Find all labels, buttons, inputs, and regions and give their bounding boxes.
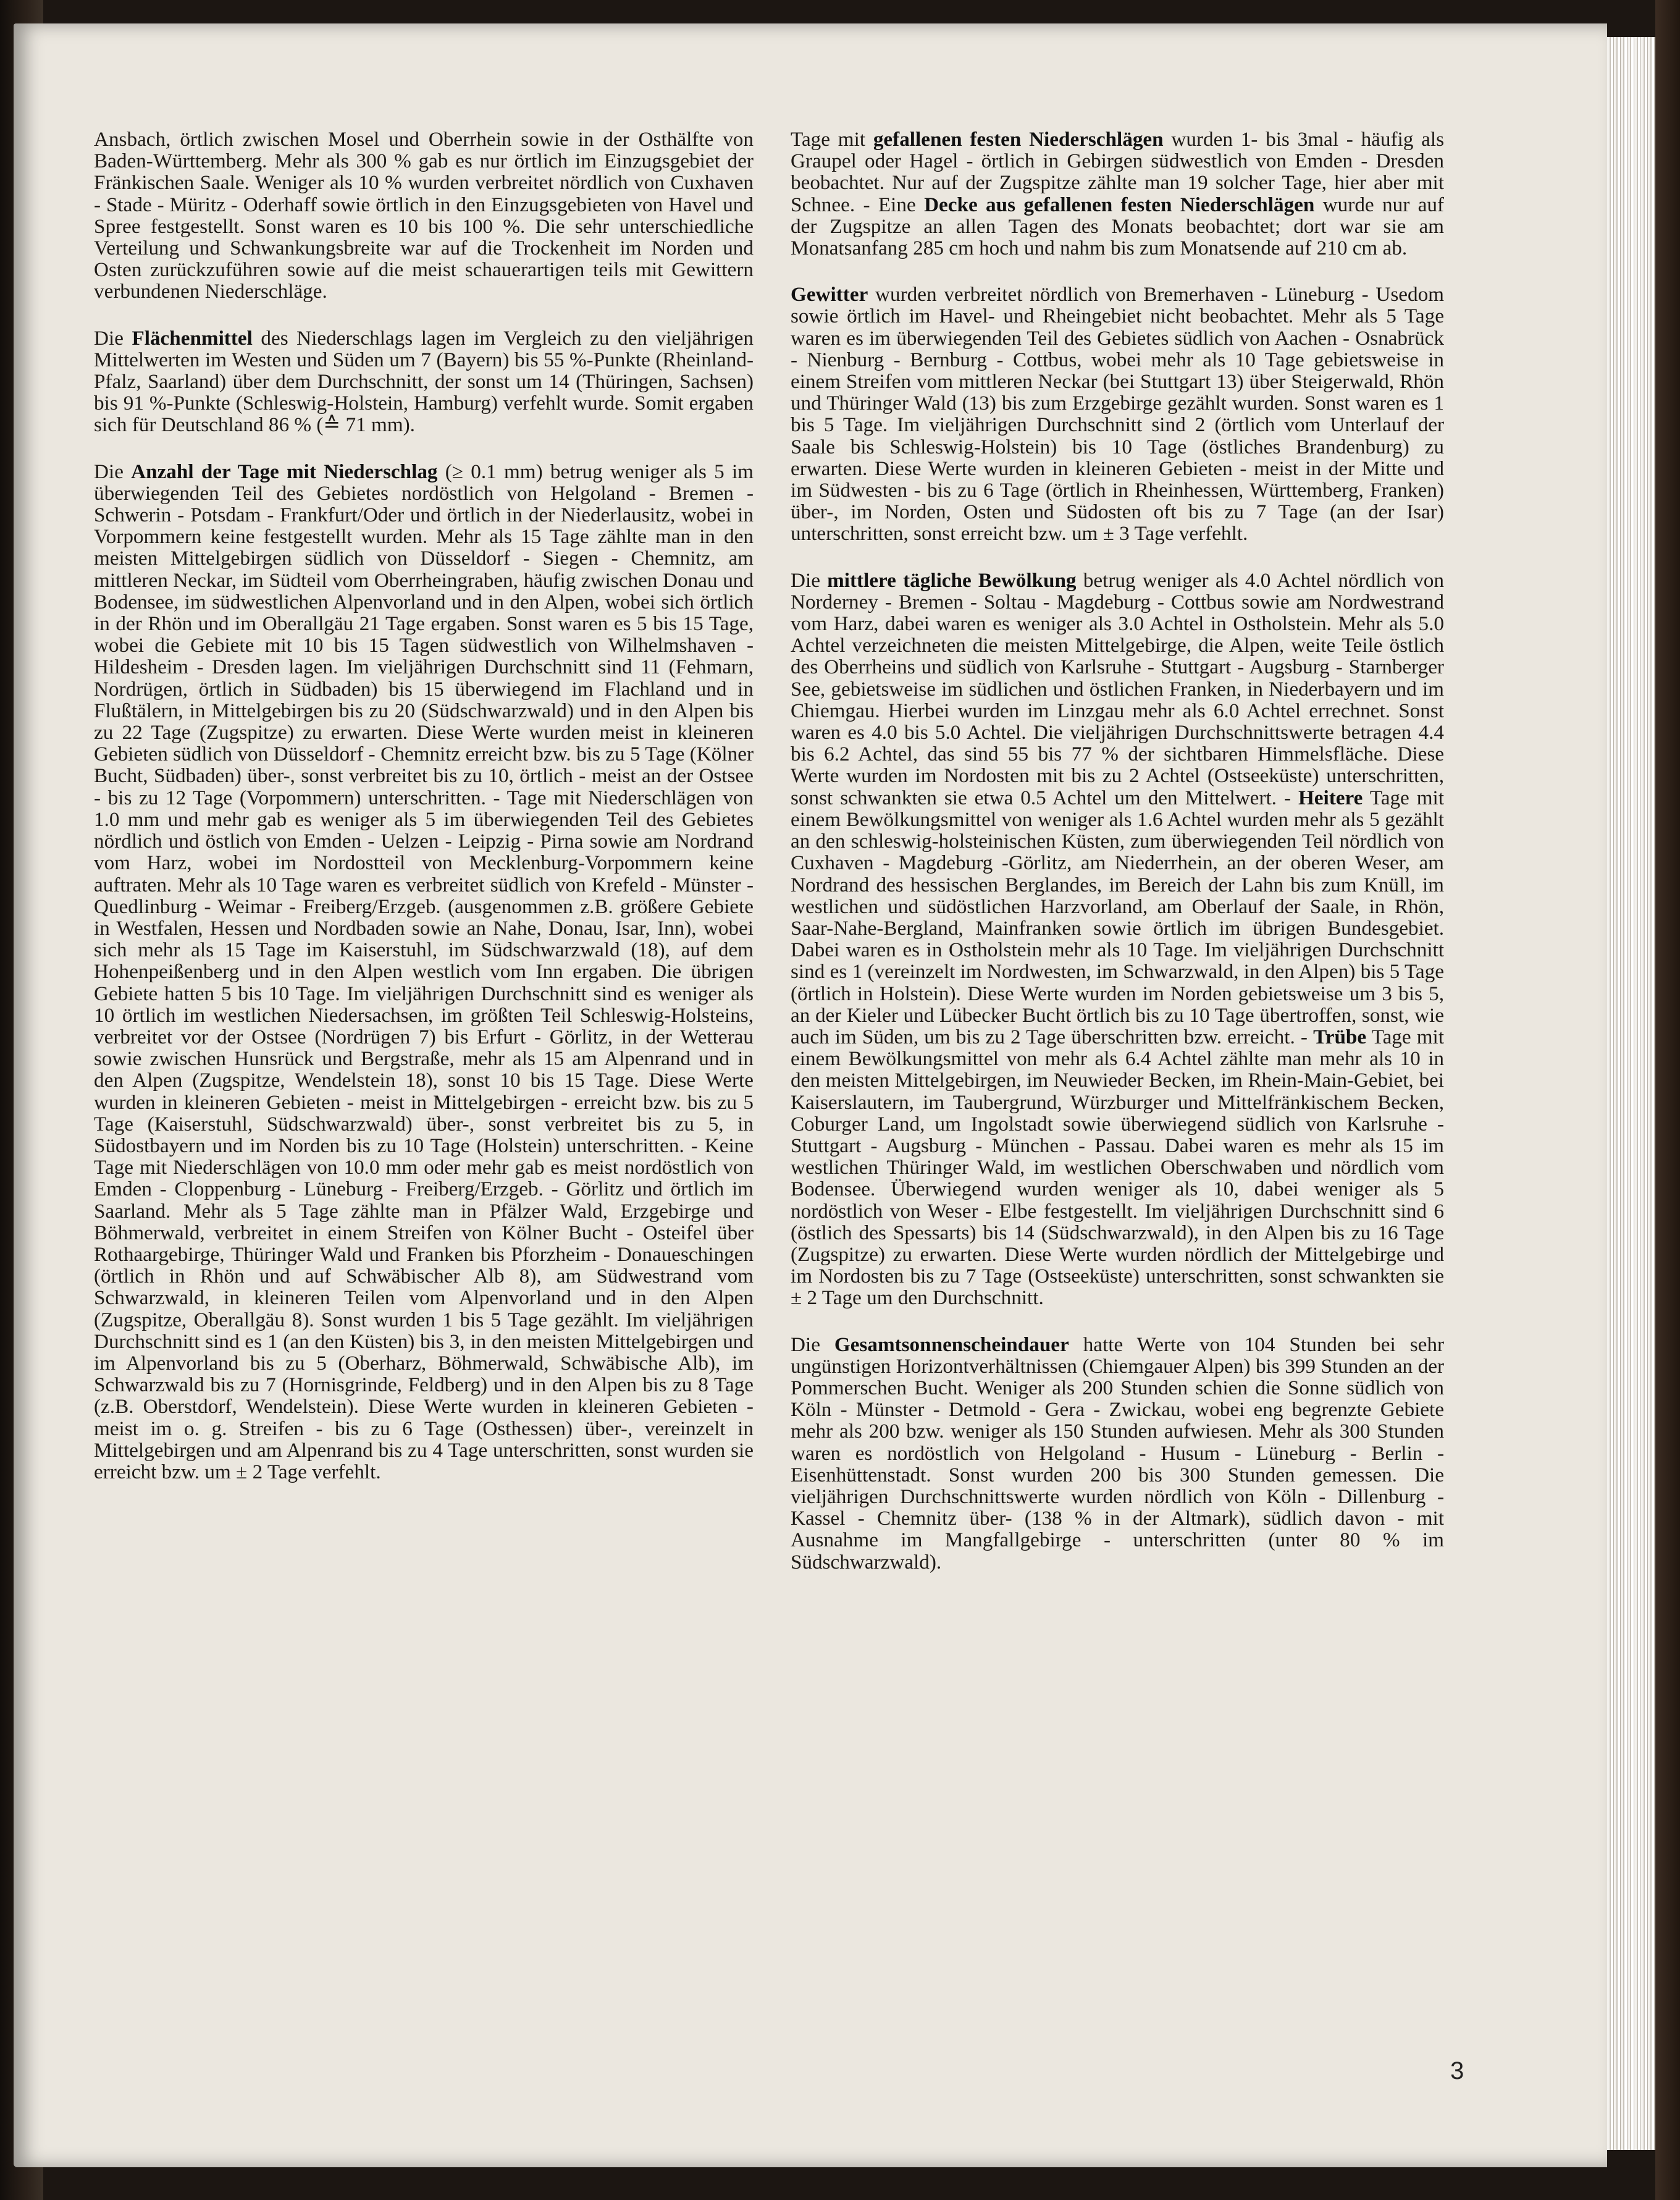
paragraph-sunshine: Die Gesamtsonnenscheindauer hatte Werte von 104 Stunden bei sehr ungünstigen Horizontverhältnissen (Chiemgauer Alpen) bis 399 Stunden an der Pommerschen Bucht. Weniger als 200 Stunden schien die Sonne südlich von Köln - Münster - Detmold - Gera - Zwickau, wobei eng begrenzte Gebiete mehr als 200 bzw. weniger als 150 Stunden aufwiesen. Mehr als 300 Stunden waren es nordöstlich von Helgoland - Husum - Lüneburg - Berlin - Eisenhüttenstadt. Sonst wurden 200 bis 300 Stunden gemessen. Die vieljährigen Durchschnittswerte wurden nördlich von Köln - Dillenburg - Kassel - Chemnitz über- (138 % in der Altmark), südlich davon - mit Ausnahme im Mangfallgebirge - unterschritten (unter 80 % im Südschwarzwald). — [791, 1333, 1444, 1574]
paragraph-solid-precipitation: Tage mit gefallenen festen Niederschlägen wurden 1- bis 3mal - häufig als Graupel oder Hagel - örtlich in Gebirgen südwestlich von Emden - Dresden beobachtet. Nur auf der Zugspitze zählte man 19 solcher Tage, hier aber mit Schnee. - Eine Decke aus gefallenen festen Niederschlägen wurde nur auf der Zugspitze an allen Tagen des Monats beobachtet; dort war sie am Monatsanfang 285 cm hoch und nahm bis zum Monatsende auf 210 cm ab. — [791, 128, 1444, 260]
keyword-flaechenmittel: Flächenmittel — [132, 326, 253, 350]
keyword-truebe: Trübe — [1313, 1025, 1367, 1048]
book-spine — [1655, 0, 1680, 2200]
keyword-gewitter: Gewitter — [791, 283, 868, 306]
paragraph-precipitation-distribution: Ansbach, örtlich zwischen Mosel und Oberrhein sowie in der Osthälfte von Baden-Württemberg. Mehr als 300 % gab es nur örtlich im Einzugsgebiet der Fränkischen Saale. Weniger als 10 % wurden verbreitet nördlich von Cuxhaven - Stade - Müritz - Oderhaff sowie örtlich in den Einzugsgebieten von Havel und Spree festgestellt. Sonst waren es 10 bis 100 %. Die sehr unterschiedliche Verteilung und Schwankungsbreite war auf die Trockenheit im Norden und Osten zurückzuführen sowie auf die meist schauerartigen teils mit Gewittern verbundenen Niederschläge. — [94, 128, 754, 303]
keyword-snow-cover: Decke aus gefallenen festen Niederschlägen — [924, 193, 1315, 216]
paragraph-cloud-cover: Die mittlere tägliche Bewölkung betrug weniger als 4.0 Achtel nördlich von Norderney - Bremen - Soltau - Magdeburg - Cottbus sowie am Nordwestrand vom Harz, dabei waren es weniger als 3.0 Achtel in Ostholstein. Mehr als 5.0 Achtel verzeichneten die meisten Mittelgebirge, die Alpen, weite Teile östlich des Oberrheins und südlich von Karlsruhe - Stuttgart - Augsburg - Starnberger See, gebietsweise im südlichen und östlichen Franken, in Niederbayern und im Chiemgau. Hierbei wurden im Linzgau mehr als 6.0 Achtel errechnet. Sonst waren es 4.0 bis 5.0 Achtel. Die vieljährigen Durchschnittswerte betragen 4.4 bis 6.2 Achtel, das sind 55 bis 77 % der sichtbaren Himmelsfläche. Diese Werte wurden im Nordosten mit bis zu 2 Achtel (Ostseeküste) unterschritten, sonst schwankten sie etwa 0.5 Achtel um den Mittelwert. - Heitere Tage mit einem Bewölkungsmittel von weniger als 1.6 Achtel wurden mehr als 5 gezählt an den schleswig-holsteinischen Küsten, zum überwiegenden Teil nördlich von Cuxhaven - Magdeburg -Görlitz, am Niederrhein, an der oberen Weser, am Nordrand des hessischen Berglandes, im Bereich der Lahn bis zum Knüll, im westlichen und südöstlichen Harzvorland, am Oberlauf der Saale, in Rhön, Saar-Nahe-Bergland, Mainfranken sowie örtlich im übrigen Bundesgebiet. Dabei waren es in Ostholstein mehr als 10 Tage. Im vieljährigen Durchschnitt sind es 1 (vereinzelt im Nordwesten, im Schwarzwald, in den Alpen) bis 5 Tage (örtlich in Holstein). Diese Werte wurden im Norden gebietsweise um 3 bis 5, an der Kieler und Lübecker Bucht örtlich bis zu 10 Tage übertroffen, sonst, wie auch im Süden, um bis zu 2 Tage überschritten bzw. erreicht. - Trübe Tage mit einem Bewölkungsmittel von mehr als 6.4 Achtel zählte man mehr als 10 in den meisten Mittelgebirgen, im Neuwieder Becken, im Rhein-Main-Gebiet, bei Kaiserslautern, im Taubergrund, Würzburger und Mittelfränkischem Becken, Coburger Land, um Ingolstadt sowie überwiegend südlich von Karlsruhe -Stuttgart - Augsburg - München - Passau. Dabei waren es mehr als 15 im westlichen Thüringer Wald, im westlichen Oberschwaben und nördlich vom Bodensee. Überwiegend wurden weniger als 10, dabei weniger als 5 nordöstlich von Weser - Elbe festgestellt. Im vieljährigen Durchschnitt sind 6 (östlich des Spessarts) bis 14 (Südschwarzwald), in den Alpen bis zu 16 Tage (Zugspitze) zu erwarten. Diese Werte wurden nördlich der Mittelgebirge und im Nordosten bis zu 7 Tage (Ostseeküste) unterschritten, sonst schwankten sie ± 2 Tage um den Durchschnitt. — [791, 568, 1444, 1310]
right-column — [791, 129, 1444, 1573]
page-number: 3 — [1450, 2057, 1464, 2084]
keyword-precipitation-days: Anzahl der Tage mit Niederschlag — [131, 460, 438, 483]
page-edges — [1607, 37, 1655, 2150]
left-column — [94, 129, 754, 1483]
paragraph-precipitation-days: Die Anzahl der Tage mit Niederschlag (≥ 0.1 mm) betrug weniger als 5 im überwiegenden Teil des Gebietes nordöstlich von Helgoland - Bremen - Schwerin - Potsdam - Frankfurt/Oder und örtlich in der Niederlausitz, wobei in Vorpommern keine festgestellt wurden. Mehr als 15 Tage zählte man in den meisten Mittelgebirgen südlich von Düsseldorf - Siegen - Chemnitz, am mittleren Neckar, im Südteil vom Oberrheingraben, häufig zwischen Donau und Bodensee, im südwestlichen Alpenvorland und in den Alpen, wobei sich örtlich in der Rhön und im Oberallgäu 21 Tage ergaben. Sonst waren es 5 bis 15 Tage, wobei die Gebiete mit 10 bis 15 Tagen südwestlich von Wilhelmshaven - Hildesheim - Dresden lagen. Im vieljährigen Durchschnitt sind 11 (Fehmarn, Nordrügen, örtlich in Südbaden) bis 15 überwiegend im Flachland und in Flußtälern, in Mittelgebirgen bis zu 20 (Südschwarzwald) und in den Alpen bis zu 22 Tage (Zugspitze) zu erwarten. Diese Werte wurden meist in kleineren Gebieten südlich von Düsseldorf - Chemnitz erreicht bzw. bis zu 5 Tage (Kölner Bucht, Südbaden) über-, sonst verbreitet bis zu 10, örtlich - meist an der Ostsee - bis zu 12 Tage (Vorpommern) unterschritten. - Tage mit Niederschlägen von 1.0 mm und mehr gab es weniger als 5 im überwiegenden Teil des Gebietes nördlich und östlich von Emden - Uelzen - Leipzig - Pirna sowie am Nordrand vom Harz, wobei im Nordostteil von Mecklenburg-Vorpommern keine auftraten. Mehr als 10 Tage waren es verbreitet südlich von Krefeld - Münster - Quedlinburg - Weimar - Freiberg/Erzgeb. (ausgenommen z.B. größere Gebiete in Westfalen, Hessen und Nordbaden sowie an Nahe, Donau, Isar, Inn), wobei sich mehr als 15 Tage im Kaiserstuhl, im Südschwarzwald (18), auf dem Hohenpeißenberg und in den Alpen westlich vom Inn ergaben. Die übrigen Gebiete hatten 5 bis 10 Tage. Im vieljährigen Durchschnitt sind es weniger als 10 örtlich im westlichen Niedersachsen, im größten Teil Schleswig-Holsteins, verbreitet vor der Ostsee (Nordrügen 7) bis Erfurt - Görlitz, in der Wetterau sowie zwischen Hunsrück und Bergstraße, mehr als 15 am Alpenrand und in den Alpen (Zugspitze, Wendelstein 18), sonst 10 bis 15 Tage. Diese Werte wurden in kleineren Gebieten - meist in Mittelgebirgen - erreicht bzw. bis zu 5 Tage (Kaiserstuhl, Südschwarzwald) über-, sonst verbreitet bis zu 5, in Südostbayern und im Norden bis zu 10 Tage (Holstein) unterschritten. - Keine Tage mit Niederschlägen von 10.0 mm oder mehr gab es meist nordöstlich von Emden - Cloppenburg - Lüneburg - Freiberg/Erzgeb. - Görlitz und örtlich im Saarland. Mehr als 5 Tage zählte man in Pfälzer Wald, Erzgebirge und Böhmerwald, verbreitet in einem Streifen von Kölner Bucht - Osteifel über Rothaargebirge, Thüringer Wald und Franken bis Pforzheim - Donaueschingen (örtlich in Rhön und auf Schwäbischer Alb 8), am Südwestrand vom Schwarzwald, in kleineren Teilen vom Alpenvorland und in den Alpen (Zugspitze, Oberallgäu 8). Sonst wurden 1 bis 5 Tage gezählt. Im vieljährigen Durchschnitt sind es 1 (an den Küsten) bis 3, in den meisten Mittelgebirgen und im Alpenvorland bis zu 5 (Oberharz, Böhmerwald, Schwäbische Alb), im Schwarzwald bis zu 7 (Hornisgrinde, Feldberg) und in den Alpen bis zu 8 Tage (z.B. Oberstdorf, Wendelstein). Diese Werte wurden in kleineren Gebieten - meist im o. g. Streifen - bis zu 6 Tage (Osthessen) über-, vereinzelt in Mittelgebirgen und am Alpenrand bis zu 4 Tage unterschritten, sonst wurden sie erreicht bzw. um ± 2 Tage verfehlt. — [94, 460, 754, 1483]
keyword-sunshine-duration: Gesamtsonnenscheindauer — [834, 1333, 1069, 1356]
keyword-solid-precipitation: gefallenen festen Niederschlägen — [873, 128, 1164, 151]
paragraph-thunderstorms: Gewitter wurden verbreitet nördlich von Bremerhaven - Lüneburg - Usedom sowie örtlich im Havel- und Rheingebiet nicht beobachtet. Mehr als 5 Tage waren es im überwiegenden Teil des Gebietes südlich von Aachen - Osnabrück - Nienburg - Bernburg - Cottbus, wobei mehr als 10 Tage gebietsweise in einem Streifen vom mittleren Neckar (bei Stuttgart 13) über Steigerwald, Rhön und Thüringer Wald (13) bis zum Erzgebirge gezählt wurden. Sonst waren es 1 bis 5 Tage. Im vieljährigen Durchschnitt sind 2 (örtlich vom Unterlauf der Saale bis Schleswig-Holstein) bis 10 Tage (östliches Brandenburg) zu erwarten. Diese Werte wurden in kleineren Gebieten - meist in der Mitte und im Südwesten - bis zu 6 Tage (örtlich in Rheinhessen, Württemberg, Franken) über-, im Norden, Osten und Südosten oft bis zu 7 Tage (an der Isar) unterschritten, sonst erreicht bzw. um ± 3 Tage verfehlt. — [791, 283, 1444, 546]
keyword-heitere: Heitere — [1298, 786, 1363, 809]
keyword-cloud-cover: mittlere tägliche Bewölkung — [827, 568, 1077, 592]
paragraph-area-means: Die Flächenmittel des Niederschlags lagen im Vergleich zu den vieljährigen Mittelwerten im Westen und Süden um 7 (Bayern) bis 55 %-Punkte (Rheinland-Pfalz, Saarland) über dem Durchschnitt, der sonst um 14 (Thüringen, Sachsen) bis 91 %-Punkte (Schleswig-Holstein, Hamburg) verfehlt wurde. Somit ergaben sich für Deutschland 86 % (≙ 71 mm). — [94, 326, 754, 437]
